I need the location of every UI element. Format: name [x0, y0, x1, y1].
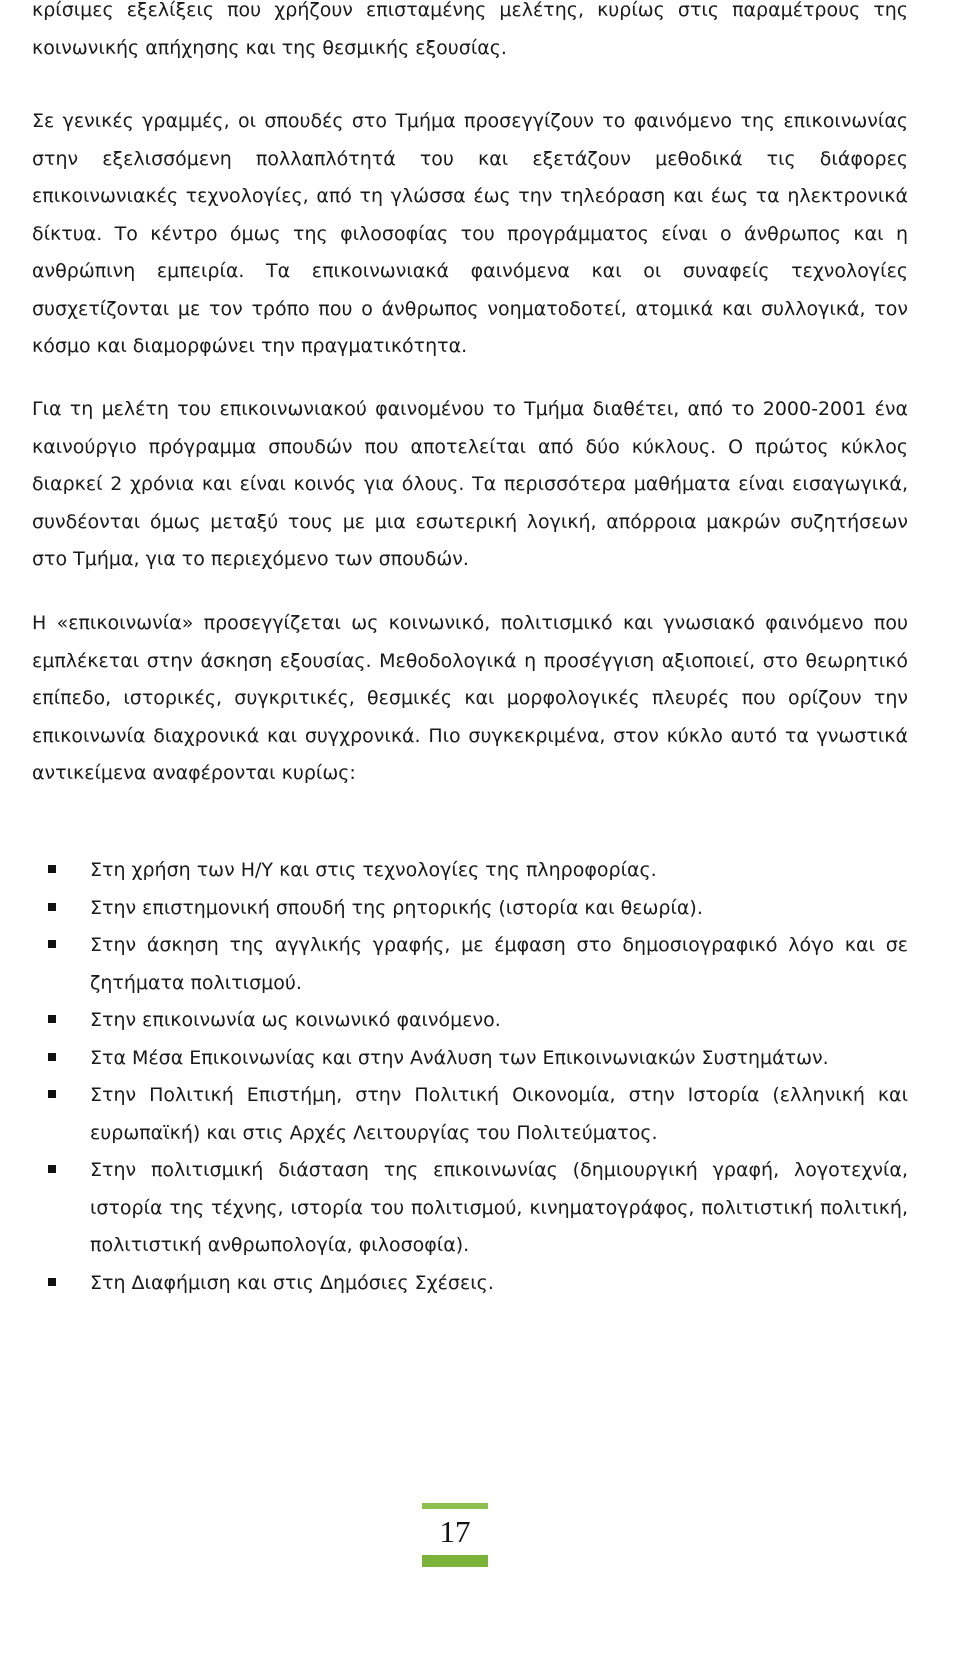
list-item [32, 927, 908, 1002]
paragraph-study-overview: Σε γενικές γραμμές, οι σπουδές στο Τμήμα προσεγγίζουν το φαινόμενο της επικοινωνίας στην εξελισσόμενη πολλαπλότητά του και εξετάζουν μεθοδικά τις διάφορες επικοινωνιακές τεχνολογίες, από τη γλώσσα έως την τηλεόραση και έως τα ηλεκτρονικά δίκτυα. Το κέντρο όμως της φιλοσοφίας του προγράμματος είναι ο άνθρωπος και η ανθρώπινη εμπειρία. Τα επικοινωνιακά φαινόμενα και οι συναφείς τεχνολογίες συσχετίζονται με τον τρόπο που ο άνθρωπος νοηματοδοτεί, ατομικά και συλλογικά, τον κόσμο και διαμορφώνει την πραγματικότητα. [32, 110, 908, 357]
square-bullet-icon [48, 940, 56, 948]
square-bullet-icon [48, 1278, 56, 1286]
paragraph-continuation: κρίσιμες εξελίξεις που χρήζουν επισταμένης μελέτης, κυρίως στις παραμέτρους της κοινωνικής απήχησης και της θεσμικής εξουσίας. [32, 0, 908, 59]
list-item [32, 852, 908, 890]
page-number-bottom-bar [422, 1555, 488, 1567]
list-item [32, 1265, 908, 1303]
square-bullet-icon [48, 1015, 56, 1023]
list-item-text: Στην άσκηση της αγγλικής γραφής, με έμφαση στο δημοσιογραφικό λόγο και σε ζητήματα πολιτισμού. [90, 934, 908, 994]
subject-bullet-list [32, 852, 908, 1302]
page-number-top-bar [422, 1503, 488, 1509]
square-bullet-icon [48, 1090, 56, 1098]
list-item-text: Στην επικοινωνία ως κοινωνικό φαινόμενο. [90, 1009, 501, 1031]
paragraph-program-cycles: Για τη μελέτη του επικοινωνιακού φαινομένου το Τμήμα διαθέτει, από το 2000-2001 ένα καινούργιο πρόγραμμα σπουδών που αποτελείται από δύο κύκλους. Ο πρώτος κύκλος διαρκεί 2 χρόνια και είναι κοινός για όλους. Τα περισσότερα μαθήματα είναι εισαγωγικά, συνδέονται όμως μεταξύ τους με μια εσωτερική λογική, απόρροια μακρών συζητήσεων στο Τμήμα, για το περιεχόμενο των σπουδών. [32, 398, 908, 570]
square-bullet-icon [48, 865, 56, 873]
page-number: 17 [439, 1514, 471, 1549]
list-item [32, 1077, 908, 1152]
list-item-text: Στην Πολιτική Επιστήμη, στην Πολιτική Οικονομία, στην Ιστορία (ελληνική και ευρωπαϊκή) και στις Αρχές Λειτουργίας του Πολιτεύματος. [90, 1084, 908, 1144]
paragraph-communication-approach: Η «επικοινωνία» προσεγγίζεται ως κοινωνικό, πολιτισμικό και γνωσιακό φαινόμενο που εμπλέκεται στην άσκηση εξουσίας. Μεθοδολογικά η προσέγγιση αξιοποιεί, στο θεωρητικό επίπεδο, ιστορικές, συγκριτικές, θεσμικές και μορφολογικές πλευρές που ορίζουν την επικοινωνία διαχρονικά και συγχρονικά. Πιο συγκεκριμένα, στον κύκλο αυτό τα γνωστικά αντικείμενα αναφέρονται κυρίως: [32, 612, 908, 784]
list-item-text: Στη Διαφήμιση και στις Δημόσιες Σχέσεις. [90, 1271, 494, 1294]
list-item [32, 1040, 908, 1078]
list-item [32, 890, 908, 928]
square-bullet-icon [48, 903, 56, 911]
list-item [32, 1002, 908, 1040]
list-item-text: Στην επιστημονική σπουδή της ρητορικής (ιστορία και θεωρία). [90, 896, 703, 919]
square-bullet-icon [48, 1165, 56, 1173]
list-item-text: Στην πολιτισμική διάσταση της επικοινωνίας (δημιουργική γραφή, λογοτεχνία, ιστορία της τέχνης, ιστορία του πολιτισμού, κινηματογράφος, πολιτιστική πολιτική, πολιτιστική ανθρωπολογία, φιλοσοφία). [90, 1159, 908, 1256]
list-item-text: Στα Μέσα Επικοινωνίας και στην Ανάλυση των Επικοινωνιακών Συστημάτων. [90, 1046, 829, 1069]
list-item [32, 1152, 908, 1265]
list-item-text: Στη χρήση των Η/Υ και στις τεχνολογίες της πληροφορίας. [90, 859, 657, 881]
square-bullet-icon [48, 1053, 56, 1061]
